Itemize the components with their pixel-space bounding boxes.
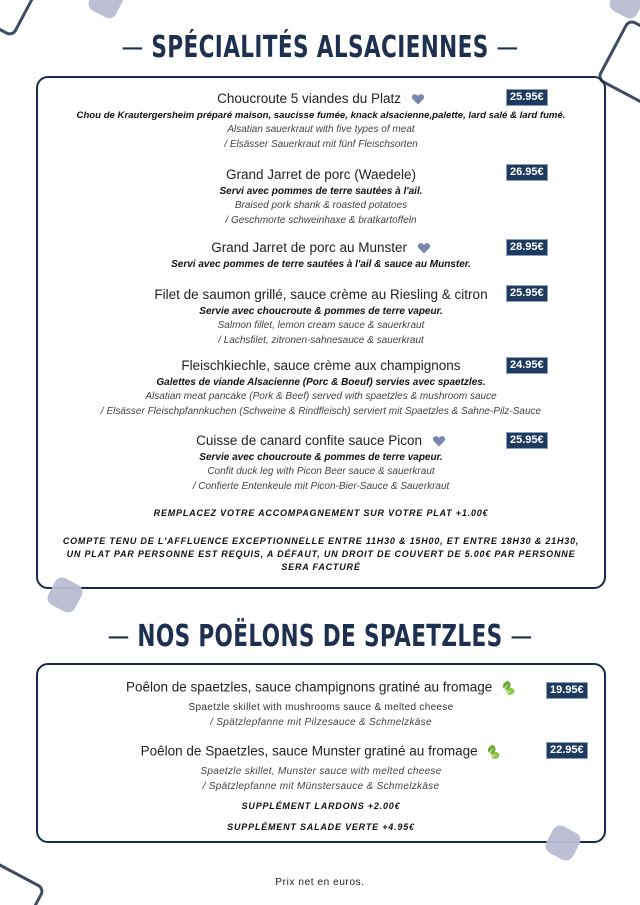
cover-charge-note-line1: COMPTE TENU DE L'AFFLUENCE EXCEPTIONNELLE ENTRE 11H30 & 15H00, ET ENTRE 18H30 & 21H30, (62, 536, 580, 546)
item-name-row (196, 433, 446, 448)
section-title-text: SPÉCIALITÉS ALSACIENNES (151, 30, 489, 65)
item-desc-de: / Elsässer Fleischpfannkuchen (Schweine & Rindfleisch) serviert mit Spaetzles & Sahne-Pilz-Sauce (100, 406, 542, 417)
heart-icon (411, 93, 425, 105)
title-dash-left: — (121, 30, 144, 65)
cover-charge-note-line3: SERA FACTURÉ (281, 562, 361, 572)
side-swap-note: REMPLACEZ VOTRE ACCOMPAGNEMENT SUR VOTRE PLAT +1.00€ (153, 508, 489, 518)
spaetzles-panel (36, 663, 606, 843)
decorative-outline-square-top-left (0, 0, 48, 38)
item-name: Poêlon de Spaetzles, sauce Munster gratiné au fromage (140, 744, 478, 759)
supplement-salade-note: SUPPLÉMENT SALADE VERTE +4.95€ (227, 822, 415, 832)
item-name: Poêlon de spaetzles, sauce champignons gratiné au fromage (126, 680, 493, 695)
heart-icon (432, 435, 446, 447)
item-name-row (211, 240, 431, 255)
item-desc-en: Confit duck leg with Picon Beer sauce & sauerkraut (207, 466, 435, 477)
price-badge: 25.95€ (506, 432, 548, 449)
leaf-icon (485, 743, 501, 761)
footer-price-note: Prix net en euros. (275, 877, 365, 888)
item-desc-en: Spaetzle skillet, Munster sauce with melted cheese (200, 766, 442, 778)
decorative-filled-square-top-right (607, 0, 640, 21)
item-desc-fr: Servie avec choucroute & pommes de terre vapeur. (199, 306, 443, 317)
item-desc-de: / Confierte Entenkeule mit Picon-Bier-Sauce & Sauerkraut (192, 481, 450, 492)
cover-charge-note-line2: UN PLAT PAR PERSONNE EST REQUIS, A DÉFAUT, UN DROIT DE COUVERT DE 5.00€ PAR PERSONNE (66, 549, 576, 559)
item-desc-fr: Chou de Krautergersheim préparé maison, saucisse fumée, knack alsacienne,palette, lard salé & lard fumé. (76, 110, 566, 121)
item-desc-en: Salmon fillet, lemon cream sauce & sauerkraut (217, 320, 425, 331)
item-name: Grand Jarret de porc (Waedele) (225, 167, 417, 182)
title-dash-right: — (496, 30, 519, 65)
leaf-icon (500, 679, 516, 697)
item-name: Grand Jarret de porc au Munster (211, 240, 408, 255)
item-name: Fleischkiechle, sauce crème aux champignons (181, 358, 461, 373)
item-name: Cuisse de canard confite sauce Picon (196, 433, 423, 448)
supplement-lardons-note: SUPPLÉMENT LARDONS +2.00€ (241, 801, 401, 811)
price-badge: 26.95€ (506, 164, 548, 181)
item-name: Choucroute 5 viandes du Platz (217, 91, 402, 106)
item-desc-en: Alsatian meat pancake (Pork & Beef) served with spaetzles & mushroom sauce (145, 391, 497, 402)
decorative-filled-square-top (86, 0, 128, 21)
item-name-row (141, 743, 502, 761)
specialites-panel (36, 76, 606, 589)
section-title-spaetzles (90, 619, 551, 654)
item-desc-de: / Lachsfilet, zitronen-sahnesauce & sauerkraut (218, 335, 424, 346)
item-desc-de: / Spätzlepfanne mit Münstersauce & Schmelzkäse (202, 781, 440, 793)
price-badge: 25.95€ (506, 285, 548, 302)
price-badge: 24.95€ (506, 357, 548, 374)
price-badge: 28.95€ (506, 239, 548, 256)
section-title-text: NOS POËLONS DE SPAETZLES (137, 619, 503, 654)
item-desc-de: / Spätzlepfanne mit Pilzesauce & Schmelzkäse (210, 717, 432, 729)
menu-item-poelon-munster (38, 741, 604, 794)
item-desc-fr: Servi avec pommes de terre sautées à l'ail. (219, 186, 423, 197)
item-desc-en: Alsatian sauerkraut with five types of meat (227, 124, 415, 135)
price-badge: 22.95€ (546, 742, 588, 759)
item-desc-fr: Servi avec pommes de terre sautées à l'ail & sauce au Munster. (171, 259, 471, 270)
item-desc-fr: Galettes de viande Alsacienne (Porc & Boeuf) servies avec spaetzles. (156, 377, 486, 388)
item-desc-en: Spaetzle skillet with mushrooms sauce & melted cheese (188, 702, 454, 714)
title-dash-left: — (107, 619, 130, 654)
item-name-row (217, 91, 425, 106)
title-dash-right: — (510, 619, 533, 654)
price-badge: 19.95€ (546, 682, 588, 699)
menu-item-poelon-champignons (38, 677, 604, 730)
item-name: Filet de saumon grillé, sauce crème au Riesling & citron (154, 287, 488, 302)
item-desc-en: Braised pork shank & roasted potatoes (234, 200, 408, 211)
item-desc-de: / Elsässer Sauerkraut mit fünf Fleischsorten (224, 139, 418, 150)
price-badge: 25.95€ (506, 89, 548, 106)
item-desc-fr: Servie avec choucroute & pommes de terre vapeur. (199, 452, 443, 463)
item-desc-de: / Geschmorte schweinhaxe & bratkartoffeln (225, 215, 417, 226)
section-title-specialites (90, 30, 551, 65)
heart-icon (417, 242, 431, 254)
item-name-row (126, 679, 516, 697)
